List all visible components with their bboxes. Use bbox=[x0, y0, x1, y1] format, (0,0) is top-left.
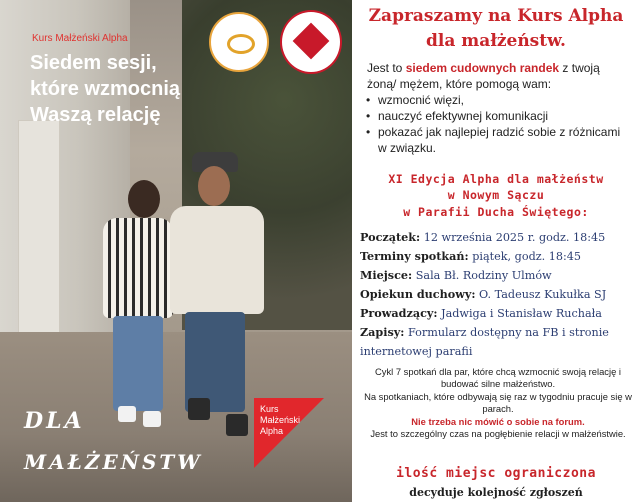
parish-seal-logo bbox=[280, 10, 342, 74]
dla-text: DLA bbox=[24, 408, 85, 434]
course-tag: Kurs Małżeński Alpha bbox=[32, 33, 128, 44]
man-shoe bbox=[226, 414, 248, 436]
woman-shoe bbox=[118, 406, 136, 422]
intro-after: z twoją żoną/ mężem, które pomogą wam: bbox=[367, 61, 600, 91]
description-highlight: Nie trzeba nic mówić o sobie na forum. bbox=[411, 415, 585, 427]
info-panel bbox=[352, 0, 640, 502]
order-text: decyduje kolejność zgłoszeń bbox=[409, 486, 583, 499]
man-denim-jacket bbox=[170, 206, 264, 314]
intro-before: Jest to bbox=[367, 61, 406, 75]
woman-jeans bbox=[113, 316, 163, 411]
limited-places-text: ilość miejsc ograniczona bbox=[396, 466, 596, 481]
course-description bbox=[360, 366, 636, 440]
detail-label: Prowadzący: bbox=[360, 306, 438, 320]
list-item: • nauczyć efektywnej komunikacji bbox=[364, 108, 632, 124]
badge-line: Kurs bbox=[260, 404, 279, 414]
description-paragraph: Cykl 7 spotkań dla par, które chcą wzmocnić swoją relację i budować silne małżeństwo. bbox=[375, 366, 621, 390]
woman-shoe bbox=[143, 411, 161, 427]
benefits-list bbox=[364, 92, 632, 156]
man-head bbox=[198, 166, 230, 206]
detail-label: Miejsce: bbox=[360, 268, 413, 282]
detail-value: Formularz dostępny na FB i stronie internetowej parafii bbox=[360, 326, 609, 358]
detail-row bbox=[360, 323, 636, 361]
man-jeans bbox=[185, 312, 245, 412]
parish-emblem-icon bbox=[293, 23, 330, 60]
detail-row bbox=[360, 247, 636, 266]
detail-label: Początek: bbox=[360, 230, 421, 244]
headline-line: które wzmocnią bbox=[30, 78, 181, 100]
headline-line: Siedem sesji, bbox=[30, 52, 157, 74]
headline-line: Waszą relację bbox=[30, 104, 161, 126]
malzenstw-text: MAŁŻEŃSTW bbox=[24, 450, 203, 474]
man-shoe bbox=[188, 398, 210, 420]
intro-highlight: siedem cudownych randek bbox=[405, 61, 560, 75]
detail-row bbox=[360, 266, 636, 285]
intro-text bbox=[367, 60, 629, 92]
list-item: • wzmocnić więzi, bbox=[364, 92, 632, 108]
detail-value: Jadwiga i Stanisław Ruchała bbox=[441, 307, 602, 320]
photo-headline bbox=[30, 50, 180, 128]
wedding-rings-icon bbox=[227, 34, 255, 54]
list-item: • pokazać jak najlepiej radzić sobie z różnicami w związku. bbox=[364, 124, 632, 156]
detail-row bbox=[360, 285, 636, 304]
badge-text bbox=[260, 404, 300, 437]
title-line: Zapraszamy na Kurs Alpha bbox=[368, 6, 624, 26]
detail-row bbox=[360, 228, 636, 247]
detail-value: O. Tadeusz Kukułka SJ bbox=[479, 288, 607, 301]
woman-striped-jacket bbox=[103, 218, 173, 318]
detail-label: Terminy spotkań: bbox=[360, 249, 469, 263]
alpha-logo-badge bbox=[254, 398, 324, 468]
detail-value: Sala Bł. Rodziny Ulmów bbox=[415, 269, 552, 282]
duszpasterstwo-logo bbox=[209, 12, 269, 72]
badge-line: Alpha bbox=[260, 426, 284, 436]
detail-row bbox=[360, 304, 636, 323]
title-line: dla małżeństw. bbox=[426, 31, 566, 51]
detail-label: Zapisy: bbox=[360, 325, 405, 339]
detail-label: Opiekun duchowy: bbox=[360, 287, 476, 301]
description-paragraph: Jest to szczególny czas na pogłębienie relacji w małżeństwie. bbox=[370, 428, 626, 440]
woman-head bbox=[128, 180, 160, 218]
badge-line: Małżeński bbox=[260, 415, 301, 425]
building-column bbox=[18, 120, 60, 342]
edition-line: XI Edycja Alpha dla małżeństw bbox=[388, 172, 604, 186]
edition-line: w Parafii Ducha Świętego: bbox=[403, 205, 589, 219]
event-details bbox=[360, 228, 636, 361]
detail-value: piątek, godz. 18:45 bbox=[472, 250, 581, 263]
detail-value: 12 września 2025 r. godz. 18:45 bbox=[423, 231, 606, 244]
edition-line: w Nowym Sączu bbox=[447, 188, 545, 202]
description-paragraph: Na spotkaniach, które odbywają się raz w tygodniu pracuje się w parach. bbox=[364, 390, 632, 415]
